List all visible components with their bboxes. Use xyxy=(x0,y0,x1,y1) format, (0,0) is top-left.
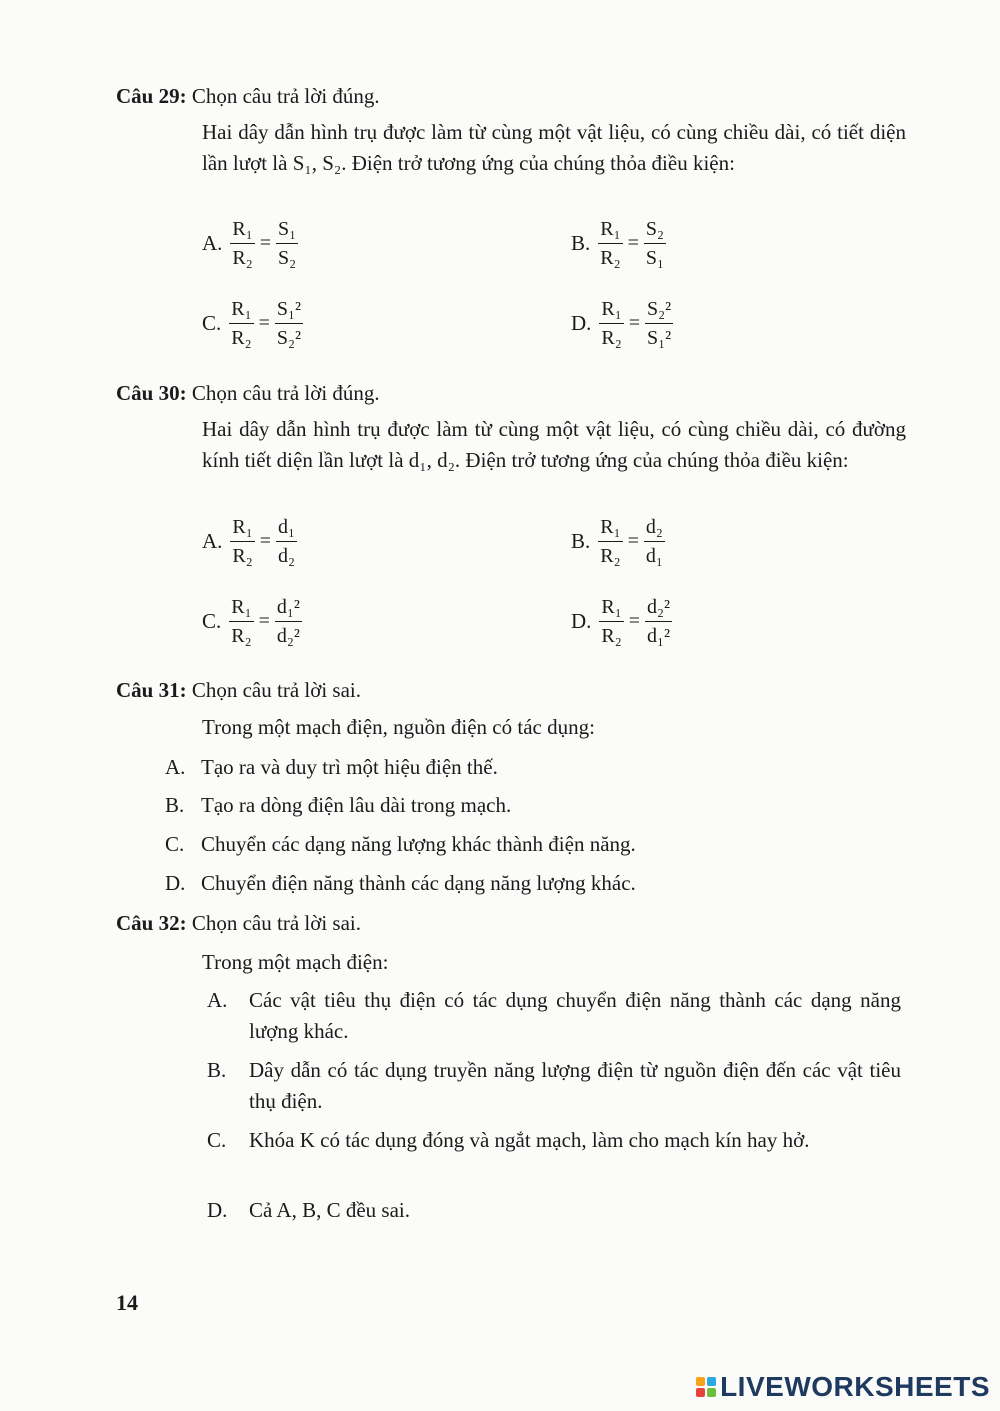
question-32-stem: Trong một mạch điện: xyxy=(202,950,389,974)
question-instruction: Chọn câu trả lời đúng. xyxy=(191,381,380,405)
numerator: R₁ xyxy=(230,516,254,542)
question-number: Câu 31: xyxy=(116,678,187,702)
numerator: R₁ xyxy=(230,218,254,244)
question-number: Câu 32: xyxy=(116,911,187,935)
question-29-header xyxy=(116,84,380,109)
numerator: R₁ xyxy=(229,596,253,622)
fraction xyxy=(598,218,622,269)
option-label: D. xyxy=(207,1198,228,1222)
denominator: R₂ xyxy=(601,327,622,349)
option-label: D. xyxy=(571,311,592,335)
question-30-header xyxy=(116,381,380,406)
numerator: R₁ xyxy=(229,298,253,324)
question-number: Câu 30: xyxy=(116,381,187,405)
fraction xyxy=(598,516,622,567)
fraction xyxy=(229,596,253,647)
q32-option-c[interactable] xyxy=(207,1125,901,1156)
question-32-header xyxy=(116,911,361,936)
q29-option-a[interactable]: A. $\frac{\text{R₁}}{\text{R₂}}$ = $\frac{\text{S₁}}{\text{S₂}}$ xyxy=(202,218,297,269)
numerator: R₁ xyxy=(599,298,623,324)
denominator: S₂² xyxy=(276,327,301,349)
question-31-header xyxy=(116,678,361,703)
denominator: R₂ xyxy=(231,625,252,647)
fraction xyxy=(275,298,303,349)
option-label: B. xyxy=(571,231,591,255)
q31-option-a[interactable] xyxy=(165,755,498,780)
denominator: S₁² xyxy=(647,327,672,349)
option-label: A. xyxy=(207,988,228,1012)
fraction xyxy=(276,218,298,269)
liveworksheets-logo[interactable] xyxy=(696,1371,990,1403)
fraction xyxy=(645,596,672,647)
option-text: Cả A, B, C đều sai. xyxy=(249,1198,410,1222)
option-label: C. xyxy=(207,1128,227,1152)
brand-text: LIVEWORKSHEETS xyxy=(720,1371,990,1402)
question-instruction: Chọn câu trả lời sai. xyxy=(191,911,361,935)
liveworksheets-icon xyxy=(696,1377,716,1397)
numerator: d₁ xyxy=(276,516,297,542)
option-label: C. xyxy=(165,832,185,856)
option-label: A. xyxy=(165,755,186,779)
fraction xyxy=(275,596,302,647)
fraction xyxy=(644,218,666,269)
question-30-stem: Hai dây dẫn hình trụ được làm từ cùng một vật liệu, có cùng chiều dài, có đường kính tiết diện lần lượt là d₁, d₂. Điện trở tương ứng của chúng thỏa điều kiện: xyxy=(202,417,906,472)
numerator: R₁ xyxy=(598,516,622,542)
fraction xyxy=(645,298,673,349)
option-label: A. xyxy=(202,529,223,553)
denominator: d₁² xyxy=(647,625,670,647)
question-instruction: Chọn câu trả lời sai. xyxy=(191,678,361,702)
numerator: S₂ xyxy=(644,218,666,244)
fraction xyxy=(229,298,253,349)
q30-option-b[interactable]: B. $\frac{\text{R₁}}{\text{R₂}}$ = $\frac{\text{d₂}}{\text{d₁}}$ xyxy=(571,516,663,567)
numerator: S₁ xyxy=(276,218,298,244)
option-label: C. xyxy=(202,609,222,633)
q32-option-b[interactable] xyxy=(207,1055,901,1117)
fraction xyxy=(644,516,665,567)
q32-option-d[interactable] xyxy=(207,1195,901,1226)
q30-option-d[interactable]: D. $\frac{\text{R₁}}{\text{R₂}}$ = $\frac{\text{d₂²}}{\text{d₁²}}$ xyxy=(571,596,670,647)
question-31-stem: Trong một mạch điện, nguồn điện có tác dụng: xyxy=(202,715,595,739)
q30-option-a[interactable]: A. $\frac{\text{R₁}}{\text{R₂}}$ = $\frac{\text{d₁}}{\text{d₂}}$ xyxy=(202,516,295,567)
fraction xyxy=(599,298,623,349)
question-instruction: Chọn câu trả lời đúng. xyxy=(191,84,380,108)
denominator: S₁ xyxy=(645,247,664,269)
option-label: A. xyxy=(202,231,223,255)
q31-option-c[interactable] xyxy=(165,832,636,857)
option-text: Chuyển các dạng năng lượng khác thành điện năng. xyxy=(201,832,636,856)
q31-option-b[interactable] xyxy=(165,793,511,818)
option-text: Tạo ra dòng điện lâu dài trong mạch. xyxy=(201,793,512,817)
fraction xyxy=(230,218,254,269)
denominator: R₂ xyxy=(231,327,252,349)
option-label: B. xyxy=(207,1058,227,1082)
option-text: Chuyển điện năng thành các dạng năng lượng khác. xyxy=(201,871,636,895)
option-label: D. xyxy=(165,871,186,895)
numerator: R₁ xyxy=(598,218,622,244)
numerator: d₁² xyxy=(275,596,302,622)
option-label: C. xyxy=(202,311,222,335)
fraction xyxy=(230,516,254,567)
denominator: d₂² xyxy=(276,625,300,647)
denominator: R₂ xyxy=(600,247,621,269)
denominator: R₂ xyxy=(600,545,621,567)
option-text: Dây dẫn có tác dụng truyền năng lượng điện từ nguồn điện đến các vật tiêu thụ điện. xyxy=(249,1058,901,1113)
q29-option-d[interactable]: D. $\frac{\text{R₁}}{\text{R₂}}$ = $\frac{\text{S₂²}}{\text{S₁²}}$ xyxy=(571,298,672,349)
denominator: d₁ xyxy=(645,545,663,567)
option-text: Các vật tiêu thụ điện có tác dụng chuyển điện năng thành các dạng năng lượng khác. xyxy=(249,988,901,1043)
option-label: B. xyxy=(571,529,591,553)
q31-option-d[interactable] xyxy=(165,871,636,896)
question-29-stem: Hai dây dẫn hình trụ được làm từ cùng một vật liệu, có cùng chiều dài, có tiết diện lần lượt là S₁, S₂. Điện trở tương ứng của chúng thỏa điều kiện: xyxy=(202,120,906,175)
numerator: R₁ xyxy=(599,596,623,622)
denominator: R₂ xyxy=(232,545,253,567)
numerator: d₂² xyxy=(645,596,672,622)
option-text: Tạo ra và duy trì một hiệu điện thế. xyxy=(201,755,498,779)
q30-option-c[interactable]: C. $\frac{\text{R₁}}{\text{R₂}}$ = $\frac{\text{d₁²}}{\text{d₂²}}$ xyxy=(202,596,300,647)
q29-option-b[interactable]: B. $\frac{\text{R₁}}{\text{R₂}}$ = $\frac{\text{S₂}}{\text{S₁}}$ xyxy=(571,218,664,269)
q29-option-c[interactable]: C. $\frac{\text{R₁}}{\text{R₂}}$ = $\frac{\text{S₁²}}{\text{S₂²}}$ xyxy=(202,298,301,349)
fraction xyxy=(276,516,297,567)
option-label: D. xyxy=(571,609,592,633)
denominator: S₂ xyxy=(278,247,297,269)
option-label: B. xyxy=(165,793,185,817)
denominator: d₂ xyxy=(278,545,295,567)
numerator: S₁² xyxy=(275,298,303,324)
page-number: 14 xyxy=(116,1290,138,1315)
question-number: Câu 29: xyxy=(116,84,187,108)
q32-option-a[interactable] xyxy=(207,985,901,1047)
fraction xyxy=(599,596,623,647)
numerator: S₂² xyxy=(645,298,673,324)
denominator: R₂ xyxy=(232,247,253,269)
denominator: R₂ xyxy=(601,625,622,647)
option-text: Khóa K có tác dụng đóng và ngắt mạch, làm cho mạch kín hay hở. xyxy=(249,1128,810,1152)
numerator: d₂ xyxy=(644,516,665,542)
